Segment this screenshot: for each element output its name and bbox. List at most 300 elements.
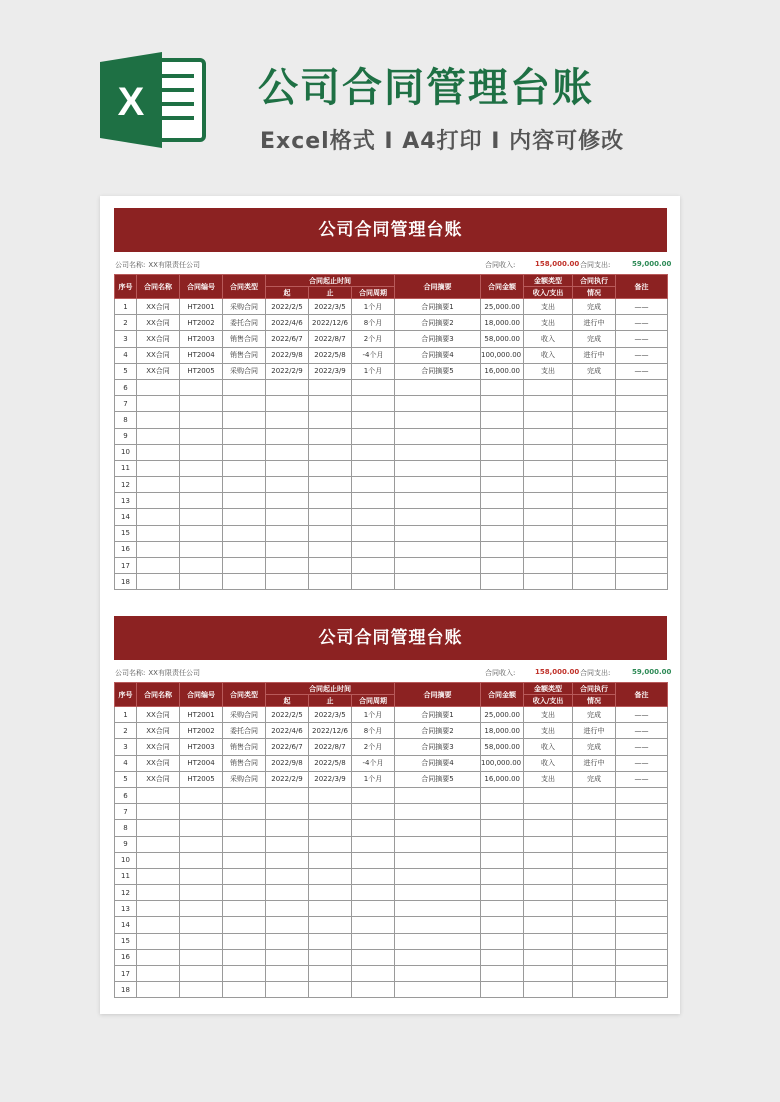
cell-end: 2022/8/7 bbox=[309, 739, 352, 755]
cell-type bbox=[223, 541, 266, 557]
cell-end bbox=[309, 428, 352, 444]
cell-type bbox=[223, 525, 266, 541]
cell-end bbox=[309, 917, 352, 933]
cell-summary bbox=[395, 477, 481, 493]
contract-table bbox=[114, 274, 668, 590]
cell-code bbox=[180, 949, 223, 965]
cell-code bbox=[180, 477, 223, 493]
cell-amount bbox=[481, 525, 524, 541]
table-row bbox=[115, 558, 668, 574]
cell-type bbox=[223, 412, 266, 428]
expense-label: 合同支出: bbox=[580, 261, 611, 269]
cell-exec bbox=[573, 852, 616, 868]
cell-remark bbox=[616, 541, 668, 557]
cell-remark: —— bbox=[616, 347, 668, 363]
cell-exec: 进行中 bbox=[573, 315, 616, 331]
col-amount: 合同金额 bbox=[481, 683, 524, 707]
cell-seq: 11 bbox=[115, 868, 137, 884]
cell-end bbox=[309, 868, 352, 884]
cell-exec: 进行中 bbox=[573, 347, 616, 363]
cell-remark bbox=[616, 917, 668, 933]
cell-remark: —— bbox=[616, 723, 668, 739]
cell-amount bbox=[481, 901, 524, 917]
cell-name bbox=[137, 428, 180, 444]
cell-summary bbox=[395, 509, 481, 525]
cell-remark bbox=[616, 574, 668, 590]
cell-amount bbox=[481, 412, 524, 428]
cell-name: XX合同 bbox=[137, 347, 180, 363]
income-value: 158,000.00 bbox=[535, 260, 580, 268]
cell-amount bbox=[481, 804, 524, 820]
cell-cycle bbox=[352, 982, 395, 998]
cell-amount bbox=[481, 379, 524, 395]
cell-cycle: 1个月 bbox=[352, 707, 395, 723]
cell-amount bbox=[481, 509, 524, 525]
cell-start bbox=[266, 509, 309, 525]
cell-exec bbox=[573, 868, 616, 884]
company-value: XX有限责任公司 bbox=[148, 261, 200, 269]
sheet-title: 公司合同管理台账 bbox=[114, 208, 667, 252]
cell-amount-type bbox=[524, 949, 573, 965]
cell-end bbox=[309, 901, 352, 917]
cell-start bbox=[266, 820, 309, 836]
cell-exec bbox=[573, 901, 616, 917]
cell-remark bbox=[616, 412, 668, 428]
cell-type: 销售合同 bbox=[223, 755, 266, 771]
cell-end bbox=[309, 558, 352, 574]
cell-amount-type: 收入 bbox=[524, 347, 573, 363]
col-amount-type: 收入/支出 bbox=[524, 695, 573, 707]
cell-amount-type bbox=[524, 804, 573, 820]
income-label: 合同收入: bbox=[485, 261, 516, 269]
cell-type bbox=[223, 933, 266, 949]
cell-type: 委托合同 bbox=[223, 723, 266, 739]
cell-amount-type bbox=[524, 541, 573, 557]
cell-amount-type bbox=[524, 444, 573, 460]
cell-start bbox=[266, 885, 309, 901]
cell-end: 2022/12/6 bbox=[309, 315, 352, 331]
cell-start: 2022/6/7 bbox=[266, 331, 309, 347]
cell-code bbox=[180, 982, 223, 998]
cell-seq: 8 bbox=[115, 820, 137, 836]
cell-code: HT2004 bbox=[180, 755, 223, 771]
table-row bbox=[115, 901, 668, 917]
cell-cycle bbox=[352, 379, 395, 395]
cell-name bbox=[137, 868, 180, 884]
cell-amount: 25,000.00 bbox=[481, 707, 524, 723]
cell-remark: —— bbox=[616, 771, 668, 787]
cell-amount-type: 支出 bbox=[524, 363, 573, 379]
cell-remark bbox=[616, 558, 668, 574]
cell-summary: 合同摘要1 bbox=[395, 299, 481, 315]
cell-amount bbox=[481, 477, 524, 493]
cell-start bbox=[266, 574, 309, 590]
cell-cycle: -4个月 bbox=[352, 347, 395, 363]
cell-remark bbox=[616, 852, 668, 868]
company-name bbox=[115, 668, 200, 678]
cell-cycle bbox=[352, 541, 395, 557]
cell-summary: 合同摘要3 bbox=[395, 331, 481, 347]
cell-cycle bbox=[352, 885, 395, 901]
expense-value: 59,000.00 bbox=[632, 668, 672, 676]
col-type: 合同类型 bbox=[223, 683, 266, 707]
cell-type bbox=[223, 852, 266, 868]
cell-type: 销售合同 bbox=[223, 347, 266, 363]
cell-start bbox=[266, 493, 309, 509]
cell-type bbox=[223, 460, 266, 476]
cell-end: 2022/3/9 bbox=[309, 363, 352, 379]
cell-summary: 合同摘要4 bbox=[395, 755, 481, 771]
cell-seq: 6 bbox=[115, 787, 137, 803]
cell-summary: 合同摘要1 bbox=[395, 707, 481, 723]
cell-amount: 100,000.00 bbox=[481, 347, 524, 363]
cell-cycle: 8个月 bbox=[352, 315, 395, 331]
table-row bbox=[115, 493, 668, 509]
cell-name bbox=[137, 820, 180, 836]
cell-type bbox=[223, 966, 266, 982]
table-row bbox=[115, 868, 668, 884]
cell-summary: 合同摘要4 bbox=[395, 347, 481, 363]
cell-exec bbox=[573, 412, 616, 428]
cell-name bbox=[137, 885, 180, 901]
table-row bbox=[115, 787, 668, 803]
cell-name: XX合同 bbox=[137, 755, 180, 771]
col-amount-type-group: 金额类型 bbox=[524, 683, 573, 695]
income-value: 158,000.00 bbox=[535, 668, 580, 676]
col-start: 起 bbox=[266, 695, 309, 707]
cell-name: XX合同 bbox=[137, 299, 180, 315]
table-row bbox=[115, 982, 668, 998]
cell-amount: 58,000.00 bbox=[481, 739, 524, 755]
cell-code bbox=[180, 787, 223, 803]
cell-amount bbox=[481, 836, 524, 852]
cell-amount-type bbox=[524, 966, 573, 982]
cell-code bbox=[180, 412, 223, 428]
cell-cycle bbox=[352, 868, 395, 884]
cell-amount bbox=[481, 460, 524, 476]
cell-seq: 1 bbox=[115, 707, 137, 723]
cell-code bbox=[180, 836, 223, 852]
cell-exec bbox=[573, 509, 616, 525]
cell-start bbox=[266, 541, 309, 557]
cell-name: XX合同 bbox=[137, 331, 180, 347]
cell-cycle bbox=[352, 525, 395, 541]
cell-start: 2022/2/9 bbox=[266, 363, 309, 379]
cell-seq: 3 bbox=[115, 331, 137, 347]
cell-summary bbox=[395, 836, 481, 852]
table-row bbox=[115, 933, 668, 949]
cell-summary bbox=[395, 885, 481, 901]
cell-summary bbox=[395, 804, 481, 820]
cell-exec: 完成 bbox=[573, 299, 616, 315]
cell-summary bbox=[395, 379, 481, 395]
cell-amount-type bbox=[524, 917, 573, 933]
cell-seq: 10 bbox=[115, 444, 137, 460]
cell-amount-type bbox=[524, 885, 573, 901]
cell-start: 2022/9/8 bbox=[266, 755, 309, 771]
cell-amount bbox=[481, 444, 524, 460]
cell-name bbox=[137, 493, 180, 509]
cell-code: HT2004 bbox=[180, 347, 223, 363]
cell-amount: 100,000.00 bbox=[481, 755, 524, 771]
cell-end bbox=[309, 885, 352, 901]
cell-amount: 16,000.00 bbox=[481, 363, 524, 379]
table-row bbox=[115, 477, 668, 493]
col-cycle: 合同周期 bbox=[352, 287, 395, 299]
cell-seq: 18 bbox=[115, 982, 137, 998]
cell-start: 2022/6/7 bbox=[266, 739, 309, 755]
cell-type: 委托合同 bbox=[223, 315, 266, 331]
cell-summary bbox=[395, 966, 481, 982]
col-name: 合同名称 bbox=[137, 683, 180, 707]
cell-exec bbox=[573, 949, 616, 965]
cell-amount: 18,000.00 bbox=[481, 315, 524, 331]
cell-name: XX合同 bbox=[137, 707, 180, 723]
col-exec-bottom: 情况 bbox=[573, 287, 616, 299]
cell-amount bbox=[481, 541, 524, 557]
cell-amount: 16,000.00 bbox=[481, 771, 524, 787]
cell-summary: 合同摘要3 bbox=[395, 739, 481, 755]
cell-exec: 完成 bbox=[573, 363, 616, 379]
cell-amount-type bbox=[524, 412, 573, 428]
cell-summary bbox=[395, 541, 481, 557]
cell-start bbox=[266, 804, 309, 820]
cell-type bbox=[223, 493, 266, 509]
cell-code bbox=[180, 541, 223, 557]
cell-end bbox=[309, 541, 352, 557]
col-start: 起 bbox=[266, 287, 309, 299]
cell-name bbox=[137, 982, 180, 998]
cell-code: HT2005 bbox=[180, 771, 223, 787]
cell-start bbox=[266, 852, 309, 868]
cell-end bbox=[309, 949, 352, 965]
cell-amount bbox=[481, 966, 524, 982]
cell-amount-type bbox=[524, 901, 573, 917]
cell-amount: 25,000.00 bbox=[481, 299, 524, 315]
cell-type bbox=[223, 836, 266, 852]
cell-end bbox=[309, 525, 352, 541]
cell-exec bbox=[573, 428, 616, 444]
cell-code bbox=[180, 396, 223, 412]
cell-name bbox=[137, 460, 180, 476]
cell-amount-type bbox=[524, 509, 573, 525]
table-row bbox=[115, 299, 668, 315]
table-body bbox=[115, 707, 668, 998]
cell-type bbox=[223, 804, 266, 820]
cell-start bbox=[266, 428, 309, 444]
cell-remark bbox=[616, 525, 668, 541]
page-title: 公司合同管理台账 bbox=[258, 65, 594, 111]
cell-cycle bbox=[352, 412, 395, 428]
col-amount-type: 收入/支出 bbox=[524, 287, 573, 299]
cell-seq: 5 bbox=[115, 771, 137, 787]
cell-name bbox=[137, 804, 180, 820]
cell-seq: 10 bbox=[115, 852, 137, 868]
cell-summary bbox=[395, 820, 481, 836]
cell-amount-type: 收入 bbox=[524, 739, 573, 755]
cell-code bbox=[180, 379, 223, 395]
cell-seq: 8 bbox=[115, 412, 137, 428]
cell-remark: —— bbox=[616, 707, 668, 723]
company-name bbox=[115, 260, 200, 270]
cell-remark bbox=[616, 509, 668, 525]
cell-seq: 14 bbox=[115, 509, 137, 525]
cell-remark: —— bbox=[616, 363, 668, 379]
cell-remark bbox=[616, 460, 668, 476]
cell-end bbox=[309, 509, 352, 525]
table-row bbox=[115, 885, 668, 901]
table-row bbox=[115, 363, 668, 379]
cell-seq: 4 bbox=[115, 755, 137, 771]
cell-summary bbox=[395, 982, 481, 998]
cell-code: HT2002 bbox=[180, 315, 223, 331]
cell-seq: 7 bbox=[115, 396, 137, 412]
cell-exec bbox=[573, 396, 616, 412]
cell-remark: —— bbox=[616, 315, 668, 331]
cell-type: 采购合同 bbox=[223, 771, 266, 787]
cell-amount-type: 支出 bbox=[524, 723, 573, 739]
cell-cycle: 8个月 bbox=[352, 723, 395, 739]
ledger-sheet bbox=[114, 208, 672, 590]
cell-seq: 17 bbox=[115, 558, 137, 574]
cell-end bbox=[309, 379, 352, 395]
cell-exec bbox=[573, 804, 616, 820]
cell-start: 2022/9/8 bbox=[266, 347, 309, 363]
cell-summary bbox=[395, 574, 481, 590]
cell-type bbox=[223, 379, 266, 395]
cell-cycle bbox=[352, 460, 395, 476]
cell-code bbox=[180, 558, 223, 574]
cell-remark: —— bbox=[616, 299, 668, 315]
cell-start bbox=[266, 917, 309, 933]
cell-summary bbox=[395, 933, 481, 949]
cell-end bbox=[309, 852, 352, 868]
cell-remark bbox=[616, 901, 668, 917]
cell-amount: 58,000.00 bbox=[481, 331, 524, 347]
cell-amount bbox=[481, 949, 524, 965]
cell-amount-type: 收入 bbox=[524, 331, 573, 347]
cell-seq: 18 bbox=[115, 574, 137, 590]
cell-amount bbox=[481, 558, 524, 574]
cell-cycle bbox=[352, 787, 395, 803]
cell-seq: 3 bbox=[115, 739, 137, 755]
cell-type bbox=[223, 396, 266, 412]
cell-seq: 17 bbox=[115, 966, 137, 982]
cell-start bbox=[266, 477, 309, 493]
cell-summary: 合同摘要2 bbox=[395, 723, 481, 739]
cell-summary bbox=[395, 460, 481, 476]
cell-seq: 13 bbox=[115, 493, 137, 509]
col-code: 合同编号 bbox=[180, 275, 223, 299]
table-row bbox=[115, 396, 668, 412]
logo-letter: X bbox=[117, 80, 145, 124]
col-summary: 合同摘要 bbox=[395, 683, 481, 707]
cell-amount-type bbox=[524, 574, 573, 590]
cell-amount-type bbox=[524, 933, 573, 949]
cell-type bbox=[223, 982, 266, 998]
summary-bar bbox=[114, 252, 672, 274]
cell-amount-type bbox=[524, 787, 573, 803]
cell-cycle bbox=[352, 509, 395, 525]
summary-bar bbox=[114, 660, 672, 682]
cell-exec bbox=[573, 477, 616, 493]
cell-cycle bbox=[352, 836, 395, 852]
cell-code bbox=[180, 509, 223, 525]
cell-start bbox=[266, 525, 309, 541]
cell-remark: —— bbox=[616, 739, 668, 755]
cell-code: HT2005 bbox=[180, 363, 223, 379]
cell-seq: 9 bbox=[115, 836, 137, 852]
cell-amount-type bbox=[524, 852, 573, 868]
cell-end bbox=[309, 477, 352, 493]
cell-exec: 完成 bbox=[573, 331, 616, 347]
cell-start bbox=[266, 966, 309, 982]
cell-type: 销售合同 bbox=[223, 739, 266, 755]
cell-code bbox=[180, 493, 223, 509]
cell-cycle bbox=[352, 493, 395, 509]
cell-code bbox=[180, 852, 223, 868]
cell-end bbox=[309, 493, 352, 509]
cell-amount bbox=[481, 852, 524, 868]
cell-end bbox=[309, 396, 352, 412]
cell-exec bbox=[573, 541, 616, 557]
cell-seq: 12 bbox=[115, 885, 137, 901]
col-seq: 序号 bbox=[115, 683, 137, 707]
col-end: 止 bbox=[309, 287, 352, 299]
cell-amount-type bbox=[524, 477, 573, 493]
page-subtitle: Excel格式 Ⅰ A4打印 Ⅰ 内容可修改 bbox=[260, 129, 625, 154]
cell-seq: 16 bbox=[115, 541, 137, 557]
cell-name bbox=[137, 901, 180, 917]
table-row bbox=[115, 755, 668, 771]
table-row bbox=[115, 541, 668, 557]
cell-start bbox=[266, 949, 309, 965]
cell-type bbox=[223, 509, 266, 525]
cell-cycle bbox=[352, 444, 395, 460]
cell-type bbox=[223, 868, 266, 884]
cell-summary bbox=[395, 917, 481, 933]
cell-code bbox=[180, 525, 223, 541]
cell-cycle: -4个月 bbox=[352, 755, 395, 771]
table-row bbox=[115, 574, 668, 590]
cell-type bbox=[223, 949, 266, 965]
cell-code bbox=[180, 820, 223, 836]
table-row bbox=[115, 331, 668, 347]
cell-code: HT2003 bbox=[180, 739, 223, 755]
table-row bbox=[115, 379, 668, 395]
table-row bbox=[115, 428, 668, 444]
cell-code bbox=[180, 917, 223, 933]
cell-seq: 2 bbox=[115, 723, 137, 739]
cell-name bbox=[137, 787, 180, 803]
cell-code bbox=[180, 868, 223, 884]
cell-remark bbox=[616, 836, 668, 852]
cell-remark bbox=[616, 885, 668, 901]
cell-cycle bbox=[352, 901, 395, 917]
cell-summary bbox=[395, 493, 481, 509]
cell-summary bbox=[395, 787, 481, 803]
cell-seq: 1 bbox=[115, 299, 137, 315]
cell-start: 2022/4/6 bbox=[266, 723, 309, 739]
cell-name bbox=[137, 574, 180, 590]
cell-remark bbox=[616, 787, 668, 803]
cell-exec bbox=[573, 982, 616, 998]
cell-amount bbox=[481, 820, 524, 836]
cell-cycle bbox=[352, 949, 395, 965]
table-row bbox=[115, 723, 668, 739]
cell-exec: 完成 bbox=[573, 707, 616, 723]
cell-seq: 2 bbox=[115, 315, 137, 331]
